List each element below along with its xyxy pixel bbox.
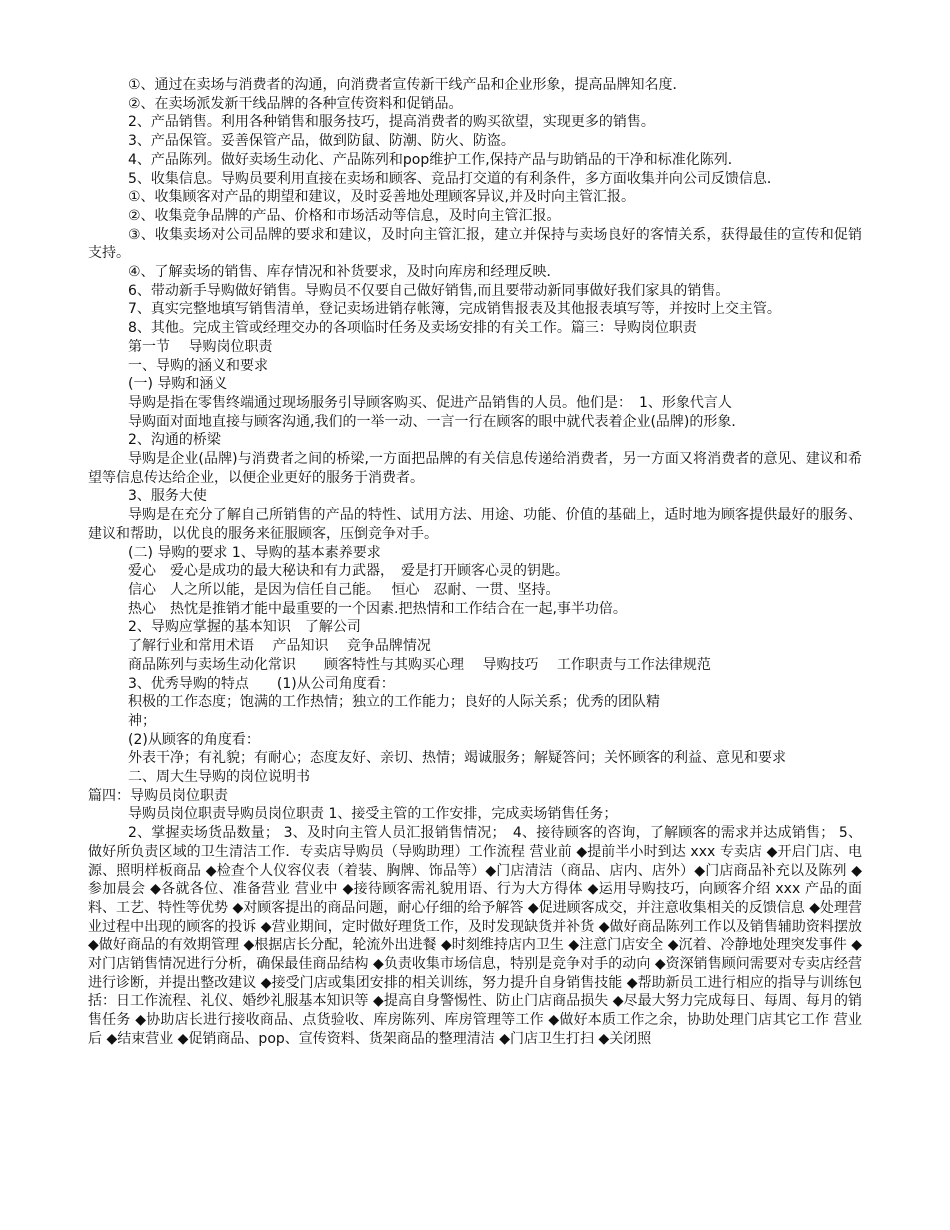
paragraph: ②、在卖场派发新干线品牌的各种宣传资料和促销品。 [128,95,463,112]
paragraph: 3、优秀导购的特点 (1)从公司角度看： [128,675,395,692]
paragraph: ②、收集竞争品牌的产品、价格和市场活动等信息，及时向主管汇报。 [128,207,561,224]
paragraph: 了解行业和常用术语 产品知识 竞争品牌情况 [128,638,431,655]
paragraph: 7、真实完整地填写销售清单，登记卖场进销存帐簿，完成销售报表及其他报表填写等，并按时上交主管。 [128,301,781,318]
paragraph: 积极的工作态度；饱满的工作热情；独立的工作能力；良好的人际关系；优秀的团队精 [128,694,660,711]
paragraph: (2)从顾客的角度看： [128,731,260,748]
paragraph: 5、收集信息。导购员要利用直接在卖场和顾客、竞品打交道的有利条件，多方面收集并向公司反馈信息． [128,170,781,187]
paragraph: ④、了解卖场的销售、库存情况和补货要求，及时向库房和经理反映． [128,264,561,281]
paragraph: 2、产品销售。利用各种销售和服务技巧，提高消费者的购买欲望，实现更多的销售。 [128,114,655,131]
paragraph: 导购是指在零售终端通过现场服务引导顾客购买、促进产品销售的人员。他们是： 1、形象代言人 [128,394,732,411]
paragraph: 外表干净；有礼貌；有耐心；态度友好、亲切、热情；竭诚服务；解疑答问；关怀顾客的利益、意见和要求 [128,750,786,767]
paragraph: 第一节 导购岗位职责 [128,338,273,355]
paragraph: 6、带动新手导购做好销售。导购员不仅要自己做好销售,而且要带动新同事做好我们家具的销售。 [128,282,730,299]
paragraph: 信心 人之所以能，是因为信任自己能。 恒心 忍耐、一贯、坚持。 [128,581,560,598]
paragraph: 一、导购的涵义和要求 [128,357,268,374]
paragraph: 2、沟通的桥梁 [128,432,221,449]
paragraph: 3、产品保管。妥善保管产品，做到防鼠、防潮、防火、防盗。 [128,133,515,150]
paragraph: 二、周大生导购的岗位说明书 [128,769,310,786]
paragraph: 4、产品陈列。做好卖场生动化、产品陈列和pop维护工作,保持产品与助销品的干净和标准化陈列． [128,151,742,168]
paragraph: 神； [128,712,156,729]
paragraph: ③、收集卖场对公司品牌的要求和建议，及时向主管汇报，建立并保持与卖场良好的客情关系，获得最佳的宣传和促销支持。 [88,226,862,262]
paragraph: 爱心 爱心是成功的最大秘诀和有力武器， 爱是打开顾客心灵的钥匙。 [128,563,569,580]
paragraph: 导购是企业(品牌)与消费者之间的桥梁,一方面把品牌的有关信息传递给消费者，另一方面又将消费者的意见、建议和希望等信息传达给企业，以便企业更好的服务于消费者。 [88,451,862,486]
paragraph: 热心 热忱是推销才能中最重要的一个因素.把热情和工作结合在一起,事半功倍。 [128,600,627,617]
paragraph: 篇四：导购员岗位职责 [88,787,228,804]
paragraph: 8、其他。完成主管或经理交办的各项临时任务及卖场安排的有关工作。篇三：导购岗位职责 [128,320,697,337]
paragraph: 导购是在充分了解自己所销售的产品的特性、试用方法、用途、功能、价值的基础上，适时地为顾客提供最好的服务、建议和帮助，以优良的服务来征服顾客，压倒竞争对手。 [88,507,862,542]
paragraph: 导购员岗位职责导购员岗位职责 1、接受主管的工作安排，完成卖场销售任务； [128,806,618,823]
paragraph: ①、收集顾客对产品的期望和建议，及时妥善地处理顾客异议,并及时向主管汇报。 [128,189,635,206]
paragraph: 导购面对面地直接与顾客沟通,我们的一举一动、一言一行在顾客的眼中就代表着企业(品牌)的形象． [128,413,746,430]
paragraph: (一) 导购和涵义 [128,376,228,393]
paragraph: 3、服务大使 [128,488,207,505]
paragraph: 商品陈列与卖场生动化常识 顾客特性与其购买心理 导购技巧 工作职责与工作法律规范 [128,656,711,673]
paragraph: 2、掌握卖场货品数量； 3、及时向主管人员汇报销售情况； 4、接待顾客的咨询，了解顾客的需求并达成销售； 5、做好所负责区域的卫生清洁工作．专卖店导购员（导购助理）工作流程 营业前 ◆提前半小时到达 xxx 专卖店 ◆开启门店、电源、照明样板商品 ◆检查个人仪容仪表（着装、胸牌、饰品等）◆门店清洁（商品、店内、店外）◆门店商品补充以及陈列 ◆参加晨会 ◆各就各位、准备营业 营业中 ◆接待顾客需礼貌用语、行为大方得体 ◆运用导购技巧，向顾客介绍 xxx 产品的面料、工艺、特性等优势 ◆对顾客提出的商品问题，耐心仔细的给予解答 ◆促进顾客成交，并注意收集相关的反馈信息 ◆处理营业过程中出现的顾客的投诉 ◆营业期间，定时做好理货工作，及时发现缺货并补货 ◆做好商品陈列工作以及销售辅助资料摆放 ◆做好商品的有效期管理 ◆根据店长分配，轮流外出进餐 ◆时刻维持店内卫生 ◆注意门店安全 ◆沉着、冷静地处理突发事件 ◆对门店销售情况进行分析，确保最佳商品结构 ◆负责收集市场信息，特别是竞争对手的动向 ◆资深销售顾问需要对专卖店经营进行诊断，并提出整改建议 ◆接受门店或集团安排的相关训练，努力提升自身销售技能 ◆帮助新员工进行相应的指导与训练包括：日工作流程、礼仪、婚纱礼服基本知识等 ◆提高自身警惕性、防止门店商品损失 ◆尽最大努力完成每日、每周、每月的销售任务 ◆协助店长进行接收商品、点货验收、库房陈列、库房管理等工作 ◆做好本质工作之余，协助处理门店其它工作 营业后 ◆结束营业 ◆促销商品、pop、宣传资料、货架商品的整理清洁 ◆门店卫生打扫 ◆关闭照 [88,825,867,1047]
paragraph: 2、导购应掌握的基本知识 了解公司 [128,619,361,636]
paragraph: ①、通过在卖场与消费者的沟通，向消费者宣传新干线产品和企业形象，提高品牌知名度． [128,77,687,93]
paragraph: (二) 导购的要求 1、导购的基本素养要求 [128,544,381,561]
